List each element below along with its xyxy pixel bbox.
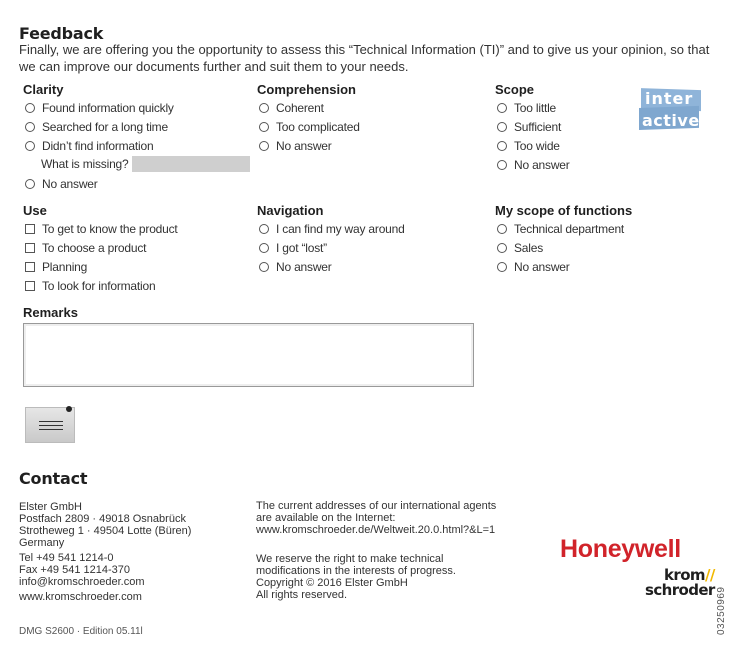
use-option-2[interactable]: To choose a product bbox=[25, 241, 146, 255]
use-title: Use bbox=[23, 203, 47, 218]
clarity-title: Clarity bbox=[23, 82, 64, 97]
radio-button[interactable] bbox=[497, 160, 507, 170]
remarks-title: Remarks bbox=[23, 305, 78, 320]
use-option-4[interactable]: To look for information bbox=[25, 279, 155, 293]
checkbox[interactable] bbox=[25, 262, 35, 272]
contact-phone: Tel +49 541 1214-0 Fax +49 541 1214-370 info@kromschroeder.com www.kromschroeder.com bbox=[19, 552, 145, 603]
checkbox[interactable] bbox=[25, 243, 35, 253]
use-option-1[interactable]: To get to know the product bbox=[25, 222, 178, 236]
radio-button[interactable] bbox=[25, 103, 35, 113]
honeywell-logo: Honeywell bbox=[560, 535, 681, 563]
submit-icon-line bbox=[39, 425, 63, 426]
radio-button[interactable] bbox=[259, 243, 269, 253]
kromschroder-logo: krom// schroder bbox=[645, 566, 715, 599]
navigation-title: Navigation bbox=[257, 203, 324, 218]
radio-button[interactable] bbox=[497, 122, 507, 132]
comprehension-title: Comprehension bbox=[257, 82, 356, 97]
remarks-textarea[interactable] bbox=[23, 323, 474, 387]
functions-option-1[interactable]: Technical department bbox=[497, 222, 624, 236]
scope-option-3[interactable]: Too wide bbox=[497, 139, 560, 153]
agents-text: The current addresses of our international agents are available on the Internet: www.kromschroeder.de/Weltweit.20.0.html?&L=1 bbox=[256, 500, 497, 536]
scope-option-1[interactable]: Too little bbox=[497, 101, 556, 115]
radio-button[interactable] bbox=[497, 243, 507, 253]
submit-icon-line bbox=[39, 429, 63, 430]
comprehension-option-2[interactable]: Too complicated bbox=[259, 120, 360, 134]
radio-button[interactable] bbox=[497, 141, 507, 151]
svg-text:inter: inter bbox=[645, 89, 694, 108]
scope-option-2[interactable]: Sufficient bbox=[497, 120, 561, 134]
feedback-title: Feedback bbox=[19, 24, 104, 43]
submit-icon-line bbox=[39, 421, 63, 422]
clarity-option-4[interactable]: No answer bbox=[25, 177, 98, 191]
feedback-intro: Finally, we are offering you the opportunity to assess this “Technical Information (TI)” and to give us your opinion, so that we can improve our documents further and suit them to your needs. bbox=[19, 42, 710, 74]
radio-button[interactable] bbox=[25, 141, 35, 151]
navigation-option-2[interactable]: I got “lost” bbox=[259, 241, 327, 255]
missing-label: What is missing? bbox=[41, 157, 129, 171]
comprehension-option-1[interactable]: Coherent bbox=[259, 101, 324, 115]
edition-label: DMG S2600 · Edition 05.11l bbox=[19, 626, 143, 637]
contact-address: Elster GmbH Postfach 2809 · 49018 Osnabrück Strotheweg 1 · 49504 Lotte (Büren) Germany bbox=[19, 501, 192, 549]
clarity-option-3[interactable]: Didn’t find information bbox=[25, 139, 153, 153]
radio-button[interactable] bbox=[259, 103, 269, 113]
functions-option-3[interactable]: No answer bbox=[497, 260, 570, 274]
navigation-option-3[interactable]: No answer bbox=[259, 260, 332, 274]
submit-button[interactable] bbox=[25, 407, 75, 443]
radio-button[interactable] bbox=[497, 103, 507, 113]
comprehension-option-3[interactable]: No answer bbox=[259, 139, 332, 153]
document-id: 03250969 bbox=[716, 586, 727, 635]
radio-button[interactable] bbox=[497, 262, 507, 272]
clarity-option-1[interactable]: Found information quickly bbox=[25, 101, 174, 115]
radio-button[interactable] bbox=[25, 122, 35, 132]
checkbox[interactable] bbox=[25, 281, 35, 291]
rights-text: We reserve the right to make technical modifications in the interests of progress. Copyright © 2016 Elster GmbH All rights reserved. bbox=[256, 553, 456, 601]
scope-option-4[interactable]: No answer bbox=[497, 158, 570, 172]
navigation-option-1[interactable]: I can find my way around bbox=[259, 222, 405, 236]
missing-input[interactable] bbox=[132, 156, 250, 172]
use-option-3[interactable]: Planning bbox=[25, 260, 87, 274]
svg-text:active: active bbox=[642, 111, 700, 130]
radio-button[interactable] bbox=[497, 224, 507, 234]
contact-email[interactable]: info@kromschroeder.com bbox=[19, 576, 145, 588]
agents-link[interactable]: www.kromschroeder.de/Weltweit.20.0.html?&L=1 bbox=[256, 524, 496, 536]
checkbox[interactable] bbox=[25, 224, 35, 234]
submit-icon-dot bbox=[66, 406, 72, 412]
contact-title: Contact bbox=[19, 469, 88, 488]
radio-button[interactable] bbox=[25, 179, 35, 189]
radio-button[interactable] bbox=[259, 224, 269, 234]
radio-button[interactable] bbox=[259, 122, 269, 132]
contact-web[interactable]: www.kromschroeder.com bbox=[19, 591, 142, 603]
radio-button[interactable] bbox=[259, 141, 269, 151]
functions-title: My scope of functions bbox=[495, 203, 633, 218]
radio-button[interactable] bbox=[259, 262, 269, 272]
clarity-option-2[interactable]: Searched for a long time bbox=[25, 120, 168, 134]
missing-row bbox=[41, 156, 250, 172]
functions-option-2[interactable]: Sales bbox=[497, 241, 543, 255]
scope-title: Scope bbox=[495, 82, 535, 97]
interactive-logo bbox=[639, 86, 703, 132]
